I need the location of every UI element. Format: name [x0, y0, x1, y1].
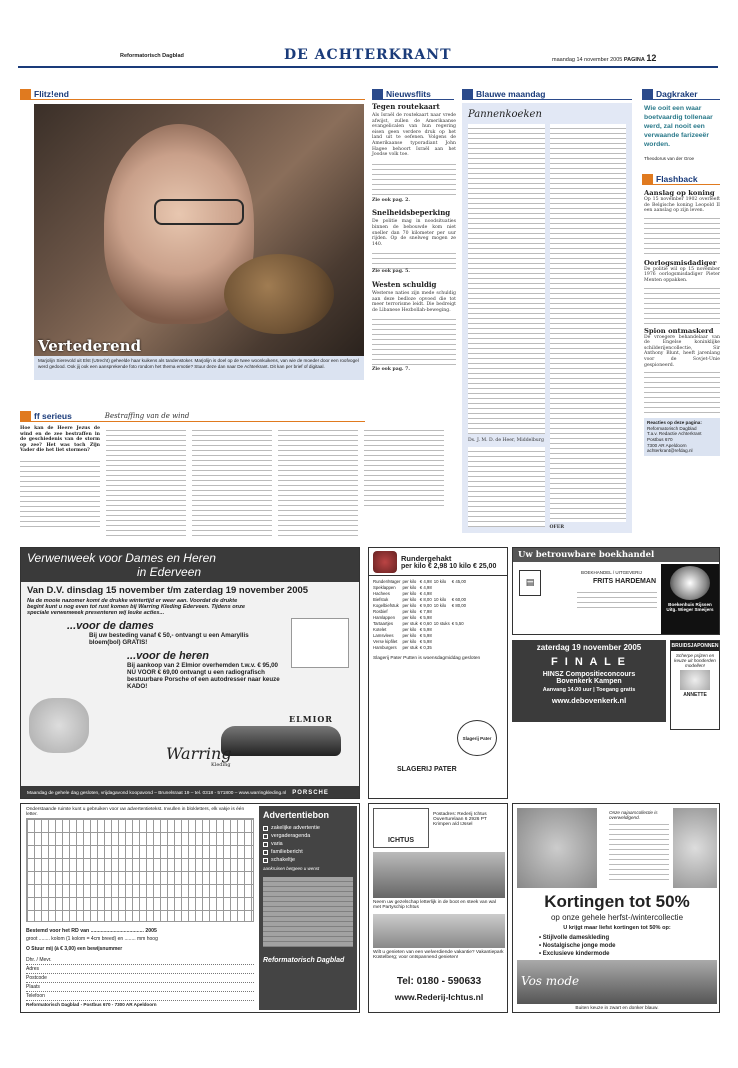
meat-cell: € 4,98 [419, 591, 432, 596]
meat-cell: Kogelbiefstuk [373, 603, 399, 608]
news-ref-1: Zie ook pag. 2. [372, 197, 410, 203]
porsche-car-image [221, 726, 341, 756]
date-text: maandag 14 november 2005 [552, 57, 623, 63]
vosmode-receive: U krijgt maar liefst kortingen tot 50% op: [563, 925, 671, 931]
blauwe-text-col2 [550, 124, 627, 522]
finale-place: Bovenkerk Kampen [556, 678, 622, 685]
checkbox-icon[interactable] [263, 826, 268, 831]
finale-time: Aanvang 14.00 uur | Toegang gratis [542, 687, 636, 693]
bon-option-label: zakelijke advertentie [271, 825, 320, 831]
meat-cell: € 9,00 [419, 603, 432, 608]
bon-option[interactable] [263, 848, 353, 856]
reactions-line-3: Postbus 670 [647, 436, 673, 442]
ad-boekhandel[interactable] [512, 547, 720, 635]
vosmode-intro-fill [609, 820, 669, 880]
ichtus-vakantie: Wilt u genieten van een welverdiende vakantie? Vakantiepark Küstelberg; voor ontspannend genieten! [373, 950, 504, 960]
porsche-logo: PORSCHE [292, 790, 329, 796]
flitzend-mark-icon [20, 89, 31, 99]
warring-dames-title: ...voor de dames [67, 620, 154, 632]
slagerij-logo [457, 720, 497, 756]
blauwe-mark-icon [462, 89, 473, 99]
ad-bruidsjaponnen[interactable] [670, 640, 720, 730]
meat-cell: € 5,98 [419, 627, 432, 632]
blauwe-text-col1 [468, 124, 545, 434]
flashback-fill-1 [644, 214, 720, 256]
vosmode-photo-2 [673, 808, 717, 888]
warring-heren-title: ...voor de heren [127, 650, 209, 662]
bon-order-label: Bestemd voor het RD van [26, 928, 90, 934]
bullet-icon: • [539, 951, 543, 957]
meat-cell: € 4,98 [419, 579, 432, 584]
checkbox-icon[interactable] [263, 858, 268, 863]
rundergehakt-extra: Slagerij Pater Putten is woensdagmiddag gesloten [373, 656, 481, 661]
amaryllis-image [29, 698, 89, 753]
checkbox-icon[interactable] [263, 834, 268, 839]
warring-banner [21, 548, 359, 582]
ffserieus-fill-2 [106, 426, 186, 538]
bon-option[interactable] [263, 840, 353, 848]
glasses-shape [154, 199, 244, 225]
bon-side-panel [259, 806, 357, 1010]
flashback-label: Flashback [656, 173, 698, 184]
blauwe-text-col1b [468, 447, 545, 527]
bon-field-name[interactable]: Dhr. / Mevr. [26, 956, 254, 965]
boekhandel-logo-icon: ▤ [519, 570, 541, 596]
meat-cell: Hachees [373, 591, 390, 596]
meat-cell: Lamsvlees [373, 633, 394, 638]
meat-cell: 10 kilo [433, 597, 447, 602]
flashback-text-2: De politie wil op 15 november 1976 oorlogsmisdadiger Pieter Menten oppakken. [644, 266, 720, 283]
slagerij-name: SLAGERIJ PATER [397, 766, 457, 773]
news-text-3: Westerse naties zijn mede schuldig aan deze bedloze opvoed die tot meer terrorisme leidt. Die bedreigt de Libanese Hezbollah-beweging. [372, 290, 456, 313]
meat-price-table [373, 579, 468, 651]
meat-cell: € 5,98 [419, 615, 432, 620]
bruids-title: BRUIDSJAPONNEN [671, 643, 719, 649]
bon-footer-name: Reformatorisch Dagblad [263, 957, 345, 964]
meat-cell: per kilo [402, 591, 417, 596]
page-date [552, 53, 656, 63]
bon-option-label: familiebericht [271, 849, 303, 855]
meat-cell: per kilo [402, 633, 417, 638]
meat-cell: Rosbief [373, 609, 388, 614]
flashback-header [642, 173, 720, 185]
dagkraker-quote: Wie ooit een waar boetvaardig tollenaar werd, zal nooit een verwaande farizeeër worden. [644, 105, 713, 148]
nieuwsflits-column [372, 102, 456, 373]
reactions-title: Reacties op deze pagina: [647, 420, 702, 426]
reactions-line-4: 7300 AR Apeldoorn [647, 442, 687, 448]
reactions-box [644, 418, 720, 456]
news-text-fill-1 [372, 160, 456, 198]
ffserieus-mark-icon [20, 411, 31, 421]
reactions-line-1: Reformatorisch Dagblad [647, 425, 697, 431]
checkbox-icon[interactable] [263, 850, 268, 855]
vosmode-photo-1 [517, 808, 597, 888]
publication-name: Reformatorisch Dagblad [120, 53, 184, 59]
photo-caption-box [34, 356, 364, 380]
news-text-fill-2 [372, 249, 456, 269]
vosmode-headline: Kortingen tot 50% [544, 892, 690, 911]
dagkraker-source: Theodorus van der Groe [644, 156, 695, 161]
flashback-text-3: De vroegere behandelaar van de Engelse koninklijke schilderijencollectie, Sir Anthony Blunt, heeft jarenlang voor de Sovjet-Unie gespioneerd. [644, 334, 720, 368]
meat-row [373, 645, 468, 651]
blauwe-box [462, 103, 632, 533]
rundergehakt-title: Rundergehakt [401, 553, 452, 563]
vosmode-bullet [539, 942, 615, 950]
ad-vosmode[interactable] [512, 803, 720, 1013]
bruids-text: Scherpe prijzen en keuze uit honderden modellen! [674, 653, 716, 668]
meat-cell: € 0,60 [419, 621, 432, 626]
flitzend-photo [34, 104, 364, 356]
ichtus-name: ICHTUS [387, 837, 415, 844]
bullet-icon: • [539, 943, 543, 949]
finale-date: zaterdag 19 november 2005 [536, 643, 642, 652]
meat-image [373, 551, 397, 573]
meat-cell: € 60,00 [451, 597, 467, 602]
flashback-title-2: Oorlogsmisdadiger [644, 258, 717, 267]
ichtus-tel: Tel: 0180 - 590633 [396, 976, 482, 987]
bon-order-size[interactable]: groot ........ kolom (1 kolom = 4cm breed) en ........ mm hoog [26, 936, 158, 942]
slagerij-logo-text: Slagerij Pater [462, 735, 492, 741]
ffserieus-fill-3 [192, 426, 272, 538]
ichtus-ship-text: Neem uw gezelschap letterlijk in de boot en steek van wal met Partyschip Ichtus [373, 900, 496, 910]
meat-cell: Hamburgers [373, 645, 397, 650]
page-title: DE ACHTERKRANT [284, 47, 452, 63]
vosmode-bullet [539, 934, 615, 942]
page-label: PAGINA [623, 57, 645, 63]
rundergehakt-subtitle: per kilo € 2,98 10 kilo € 25,00 [401, 562, 497, 570]
bruids-name: ANNETTE [683, 692, 707, 698]
finale-concours: HINSZ Compositieconcours [542, 671, 636, 678]
bon-stuur[interactable]: O Stuur mij (à € 3,00) een bewijsnummer [26, 946, 123, 952]
bon-options [263, 824, 353, 864]
bon-option-label: vergaderagenda [271, 833, 311, 839]
nieuwsflits-mark-icon [372, 89, 383, 99]
bullet-icon: • [539, 935, 543, 941]
flashback-text-1: Op 15 november 1902 overleeft de Belgische koning Leopold II een aanslag op zijn leven. [644, 197, 720, 214]
vosmode-intro: Onze najaarscollectie is overweldigend. [609, 810, 658, 820]
vosmode-sub: op onze gehele herfst-/wintercollectie [550, 913, 684, 922]
vosmode-bullet-text: Stijlvolle dameskleding [542, 935, 610, 941]
news-title-2: Snelheidsbeperking [372, 208, 451, 218]
meat-cell: per stuk [402, 645, 418, 650]
flashback-fill-2 [644, 284, 720, 324]
news-text-fill-3 [372, 315, 456, 367]
meat-cell: per kilo [402, 609, 417, 614]
meat-cell: per kilo [402, 603, 417, 608]
meat-cell: per kilo [402, 615, 417, 620]
meat-cell: € 5,98 [419, 633, 432, 638]
vosmode-footer: Buiten keuze in zwart en donker blauw. [575, 1006, 659, 1011]
meat-cell: Verse kipfilet [373, 639, 398, 644]
horse-image [670, 566, 710, 600]
news-text-2: De politie mag in noodsituaties binnen de bebouwde kom niet sneller dan 70 kilometer per uur rijden. Op de snelweg mogen ze 140. [372, 219, 456, 247]
boekhandel-title: Uw betrouwbare boekhandel [513, 548, 719, 562]
flashback-fill-3 [644, 368, 720, 414]
meat-cell: per stuk [402, 621, 418, 626]
boekenhuis-rijssen [661, 564, 719, 634]
bon-option-label: varia [271, 841, 283, 847]
meat-cell [434, 645, 452, 651]
meat-cell: per kilo [402, 597, 417, 602]
ichtus-logo [373, 808, 429, 848]
chick-shape [224, 254, 334, 334]
blauwe-header [462, 88, 632, 100]
meat-cell: € 7,98 [419, 609, 432, 614]
bon-note: aankruisen betgeen u wenst [263, 866, 320, 871]
meat-cell: € 8,00 [419, 597, 432, 602]
meat-cell: Kotelet [373, 627, 387, 632]
meat-cell: € 45,00 [451, 579, 467, 584]
bon-option-label: schakeltje [271, 857, 295, 863]
bon-field-address[interactable]: Adres [26, 965, 254, 974]
warring-banner-line1: Verwenweek voor Dames en Heren [27, 551, 216, 565]
meat-cell: € 4,98 [419, 585, 432, 590]
warring-banner-line2: in Ederveen [137, 565, 202, 579]
bon-field-postcode[interactable]: Postcode [26, 974, 254, 983]
vosmode-logo: Vos mode [521, 974, 580, 988]
meat-cell: per kilo [402, 627, 417, 632]
bon-order-line: Bestemd voor het RD van ..................................... 2005 [26, 928, 157, 934]
meat-cell: per kilo [402, 585, 417, 590]
ship-image [373, 852, 505, 898]
vosmode-bullet-text: Exclusieve kindermode [542, 951, 610, 957]
ffserieus-subtitle: Bestraffing van de wind [104, 411, 190, 420]
bon-letter-grid[interactable] [26, 818, 254, 922]
blauwe-author: Ds. J. M. D. de Heer, Middelburg [468, 438, 544, 443]
reactions-line-5[interactable]: achterkrant@refdag.nl [647, 448, 693, 454]
meat-cell: € 5,98 [419, 639, 432, 644]
news-text-1: Als Israël de routekaart naar vrede afwijst, zullen de Amerikaanse evangelicalen van hun regering eisen geen verdere druk op het land uit te oefenen. Volgens de Amerikaanse typoradiant John Hagee behoort Israël aan het Joodse volk toe. [372, 113, 456, 158]
bon-field-city[interactable]: Plaats [26, 983, 254, 992]
flashback-title-3: Spion ontmaskerd [644, 326, 714, 335]
boekhandel-name: FRITS HARDEMAN [593, 578, 656, 585]
meat-cell: € 5,50 [451, 621, 464, 626]
warring-heren-text: Bij aankoop van 2 Elmior overhemden t.w.v. € 95,00 NU VOOR € 69,00 ontvangt u een radiografisch bestuurbare Porsche of een autodresser naar keuze KADO! [127, 662, 280, 690]
meat-cell: 10 kilo [433, 579, 447, 584]
ffserieus-label: ff serieus [34, 410, 72, 421]
dagkraker-label: Dagkraker [656, 88, 698, 99]
news-title-1: Tegen routekaart [372, 102, 440, 111]
boekenhuis-text: Boekenhuis Rijssen Uitg. Wieger Smeijers [666, 602, 714, 612]
meat-cell: Hamlappen [373, 615, 395, 620]
meat-cell: Biefstuk [373, 597, 389, 602]
bon-side-text [263, 877, 353, 947]
news-ref-3: Zie ook pag. 7. [372, 367, 410, 373]
vosmode-bullet-text: Nostalgische jonge mode [542, 943, 616, 949]
ad-advertentiebon[interactable] [20, 803, 360, 1013]
meat-cell [452, 645, 468, 651]
nieuwsflits-header [372, 88, 454, 100]
vosmode-bullet [539, 950, 615, 958]
header-rule [18, 66, 718, 68]
meat-cell: 10 kilo [433, 603, 447, 608]
blauwe-label: Blauwe maandag [476, 88, 546, 99]
photo-title: Vertederend [38, 337, 142, 355]
dagkraker-header [642, 88, 720, 100]
bon-order-year: 2005 [145, 928, 157, 934]
meat-cell: per kilo [402, 579, 417, 584]
finale-url[interactable]: www.debovenkerk.nl [551, 696, 627, 705]
vosmode-bullets [539, 934, 615, 958]
warring-dames-text: Bij uw besteding vanaf € 50,- ontvangt u een Amaryllis bloem(bol) GRATIS! [89, 632, 249, 646]
ad-warring[interactable] [20, 547, 360, 799]
warring-logo-sub: Kleding [211, 762, 231, 768]
warring-intro: Na de mooie nazomer komt de drukke wintertijd er weer aan. Voordat de drukte begint kunt u nog even tot rust komen bij Warring Kleding Ederveen. Tijdens onze speciale verwenweek presenteren wij leuke acties... [27, 598, 245, 616]
flitzend-header [20, 88, 365, 100]
meat-cell: Runder/Mager [373, 579, 401, 584]
warring-footer-text: Maandag de gehele dag gesloten, vrijdagavond koopavond – Brunelsraat 19 – tel. 0318 - 571800 – www.warringkleding.nl [27, 790, 287, 796]
boekhandel-address [577, 588, 657, 608]
vakantie-image [373, 914, 505, 948]
ffserieus-header [20, 410, 365, 422]
flitzend-label: Flitz!end [34, 88, 69, 99]
blauwe-signoff: OFER [549, 525, 565, 530]
flashback-title-1: Aanslag op koning [644, 189, 715, 197]
ad-ichtus[interactable] [368, 803, 508, 1013]
bon-option[interactable] [263, 824, 353, 832]
ffserieus-fill-5 [364, 426, 444, 510]
warring-date: Van D.V. dinsdag 15 november t/m zaterdag 19 november 2005 [27, 585, 309, 596]
meat-cell: Tartaartjes [373, 621, 394, 626]
rundergehakt-header [369, 548, 507, 576]
checkbox-icon[interactable] [263, 842, 268, 847]
elmior-logo: ELMIOR [289, 714, 333, 724]
blauwe-title: Pannenkoeken [468, 109, 542, 120]
bon-option[interactable] [263, 856, 353, 864]
news-title-3: Westen schuldig [372, 279, 437, 289]
photo-caption: Marjolijn Sierevold uit Elst (Utrecht) geheelde haar kuikens als tandenstoker. Marjolijn is doel op de twee woonkuikens, van wie de moeder door een roofvogel werd gedood. Ook jij ook een aansprekende foto rondom het thema emotie? Stuur deze dan naar De Achterkrant. Dit kan per brief of digitaal. [38, 358, 359, 369]
warring-product-photo [291, 618, 349, 668]
meat-cell: per kilo [402, 639, 417, 644]
dress-image [680, 670, 710, 690]
meat-cell: Speklappen [373, 585, 396, 590]
ichtus-web[interactable]: www.Rederij-Ichtus.nl [394, 992, 484, 1002]
ffserieus-lead: Hoe kan de Heere Jezus de wind en de zee bestraffen in de geschiedenis van de storm op zee? Het was toch Zijn Vader die het liet stormen? [20, 426, 100, 454]
bon-fields [26, 956, 254, 1001]
nieuwsflits-label: Nieuwsflits [386, 88, 431, 99]
flashback-mark-icon [642, 174, 653, 184]
ad-finale[interactable] [512, 640, 666, 722]
ffserieus-fill-1 [20, 457, 100, 529]
bon-intro: Onderstaande ruimte kunt u gebruiken voor uw advertentietekst. Invullen in blokletters, elk vakje is één letter. [26, 807, 245, 817]
bon-option[interactable] [263, 832, 353, 840]
reactions-line-2: T.a.v. Redactie Achterkrant [647, 431, 702, 437]
ichtus-address: Postadres: Rederij Ichtus Ouverturelaan 6 2926 PT Krimpen a/d IJssel [433, 812, 487, 827]
bon-post: Reformatorisch Dagblad - Postbus 670 - 7300 AR Apeldoorn [26, 1002, 157, 1007]
ffserieus-columns [20, 426, 452, 538]
warring-logo: Warring [166, 744, 232, 763]
bon-title: Advertentiebon [263, 810, 330, 820]
finale-title: F I N A L E [551, 656, 627, 668]
ffserieus-fill-4 [278, 426, 358, 538]
meat-cell: 10 stuks [433, 621, 450, 626]
flashback-column [644, 189, 720, 456]
meat-cell: € 80,00 [451, 603, 467, 608]
meat-cell: € 0,35 [419, 645, 432, 650]
bon-field-phone[interactable]: Telefoon [26, 992, 254, 1001]
warring-footer [21, 786, 360, 799]
dagkraker-mark-icon [642, 89, 653, 99]
boekhandel-sub: BOEKHANDEL / UITGEVERIJ [581, 570, 642, 575]
page-number: 12 [646, 53, 657, 63]
ad-rundergehakt[interactable] [368, 547, 508, 799]
news-ref-2: Zie ook pag. 5. [372, 269, 410, 275]
